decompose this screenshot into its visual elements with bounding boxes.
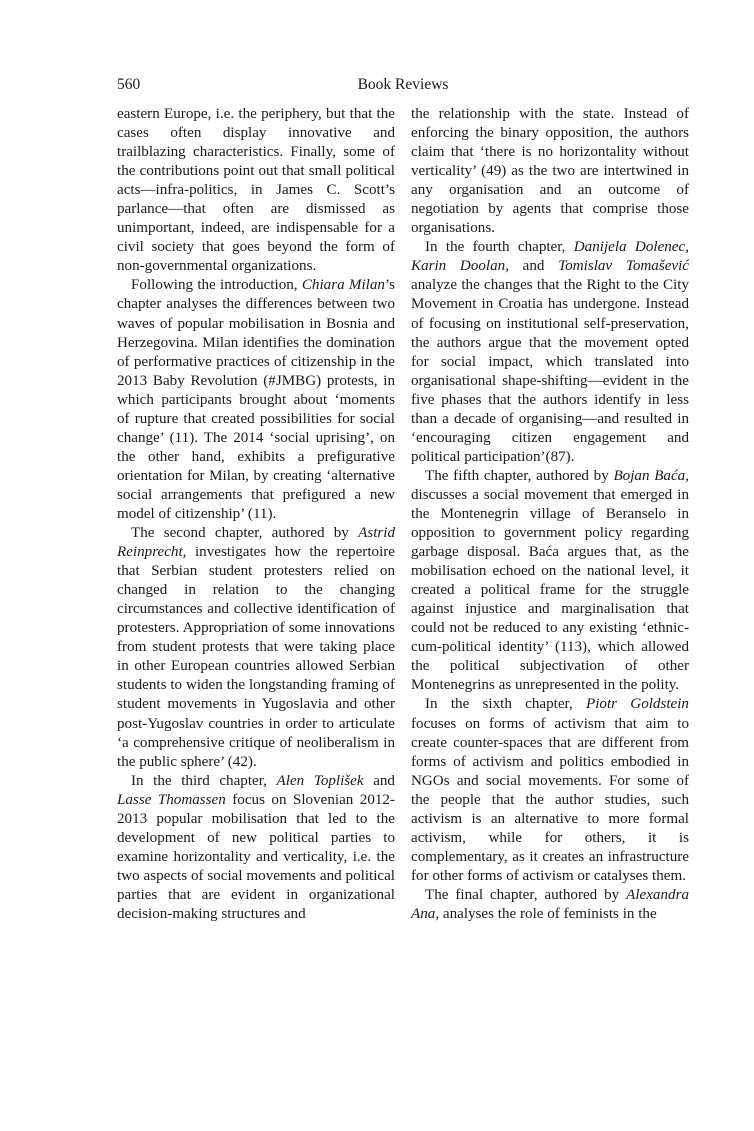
paragraph-toplisek: In the third chapter, Alen Toplišek and Lasse Thomassen focus on Slovenian 2012-2013 popular mobilisation that led to the development of new political parties to examine horizontality and verticality, i.e. the two aspects of social movements and political parties that are evident in organizational decision-making structures and — [117, 772, 395, 922]
author-name: Bojan Baća — [613, 467, 686, 484]
author-name: Astrid Reinprecht — [117, 525, 395, 561]
paragraph-dolenec: In the fourth chapter, Danijela Dolenec, Karin Doolan, and Tomislav Tomašević analyze the changes that the Right to the City Movement in Croatia has undergone. Instead of focusing on institutional self-preservation, the authors argue that the movement opted for social impact, which translated into organisational shape-shifting—evident in the five phases that the authors identify in less than a decade of organising—and resulted in ‘encouraging citizen engagement and political participation’(87). — [411, 239, 689, 465]
author-name: Alexandra Ana — [411, 886, 689, 922]
author-name: Lasse Thomassen — [117, 791, 226, 808]
page-header — [117, 76, 689, 96]
paragraph-ana: The final chapter, authored by Alexandra Ana, analyses the role of feminists in the — [411, 886, 689, 922]
paragraph-continuation: eastern Europe, i.e. the periphery, but that the cases often display innovative and trailblazing characteristics. Finally, some of the contributions point out that small political acts—infra-politics, in James C. Scott’s parlance—that often are dismissed as unimportant, indeed, are indispensable for a civil society that goes beyond the form of non-governmental organizations. — [117, 106, 395, 275]
paragraph-goldstein: In the sixth chapter, Piotr Goldstein focuses on forms of activism that aim to create counter-spaces that are different from forms of activism and politics embodied in NGOs and social movements. For some of the people that the author studies, such activism is an alternative to more formal activism, while for others, it is complementary, as it creates an infrastructure for other forms of activism or catalyses them. — [411, 696, 689, 884]
author-name: Piotr Goldstein — [586, 696, 689, 713]
paragraph-milan: Following the introduction, Chiara Milan’s chapter analyses the differences between two waves of popular mobilisation in Bosnia and Herzegovina. Milan identifies the domination of performative practices of citizenship in the 2013 Baby Revolution (#JMBG) protests, in which participants brought about ‘moments of rupture that created possibilities for social change’ (11). The 2014 ‘social uprising’, on the other hand, exhibits a prefigurative orientation for Milan, by creating ‘alternative social arrangements that prefigured a new model of citizenship’ (11). — [117, 277, 396, 522]
author-name: Danijela Dolenec, Karin Doolan — [411, 239, 689, 275]
author-name: Chiara Milan — [301, 277, 385, 294]
running-head: Book Reviews — [357, 76, 449, 93]
paragraph-baca: The fifth chapter, authored by Bojan Baća, discusses a social movement that emerged in the Montenegrin village of Beranselo in opposition to government policy regarding garbage disposal. Baća argues that, as the mobilisation echoed on the national level, it created a political frame for the struggle against injustice and marginalisation that could not be reduced to any existing ‘ethnic-cum-political identity’ (113), which allowed the political subjectivation of other Montenegrins as unrepresented in the polity. — [411, 467, 690, 694]
right-column — [411, 105, 689, 924]
paragraph-reinprecht: The second chapter, authored by Astrid Reinprecht, investigates how the repertoire that Serbian student protesters relied on changed in relation to the changing circumstances and collective identification of protesters. Appropriation of some innovations from student protests that were taking place in other European countries allowed Serbian students to widen the longstanding framing of student movements in Yugoslavia and other post-Yugoslav countries in order to articulate ‘a comprehensive critique of neoliberalism in the public sphere’ (42). — [117, 525, 395, 770]
author-name: Tomislav Tomašević — [558, 258, 689, 275]
paragraph-continuation: the relationship with the state. Instead of enforcing the binary opposition, the authors claim that ‘there is no horizontality without verticality’ (49) as the two are intertwined in any organisation and an outcome of negotiation by agents that comprise those organisations. — [411, 106, 689, 237]
author-name: Alen Toplišek — [276, 772, 364, 789]
page-number: 560 — [117, 76, 141, 93]
left-column — [117, 105, 395, 924]
